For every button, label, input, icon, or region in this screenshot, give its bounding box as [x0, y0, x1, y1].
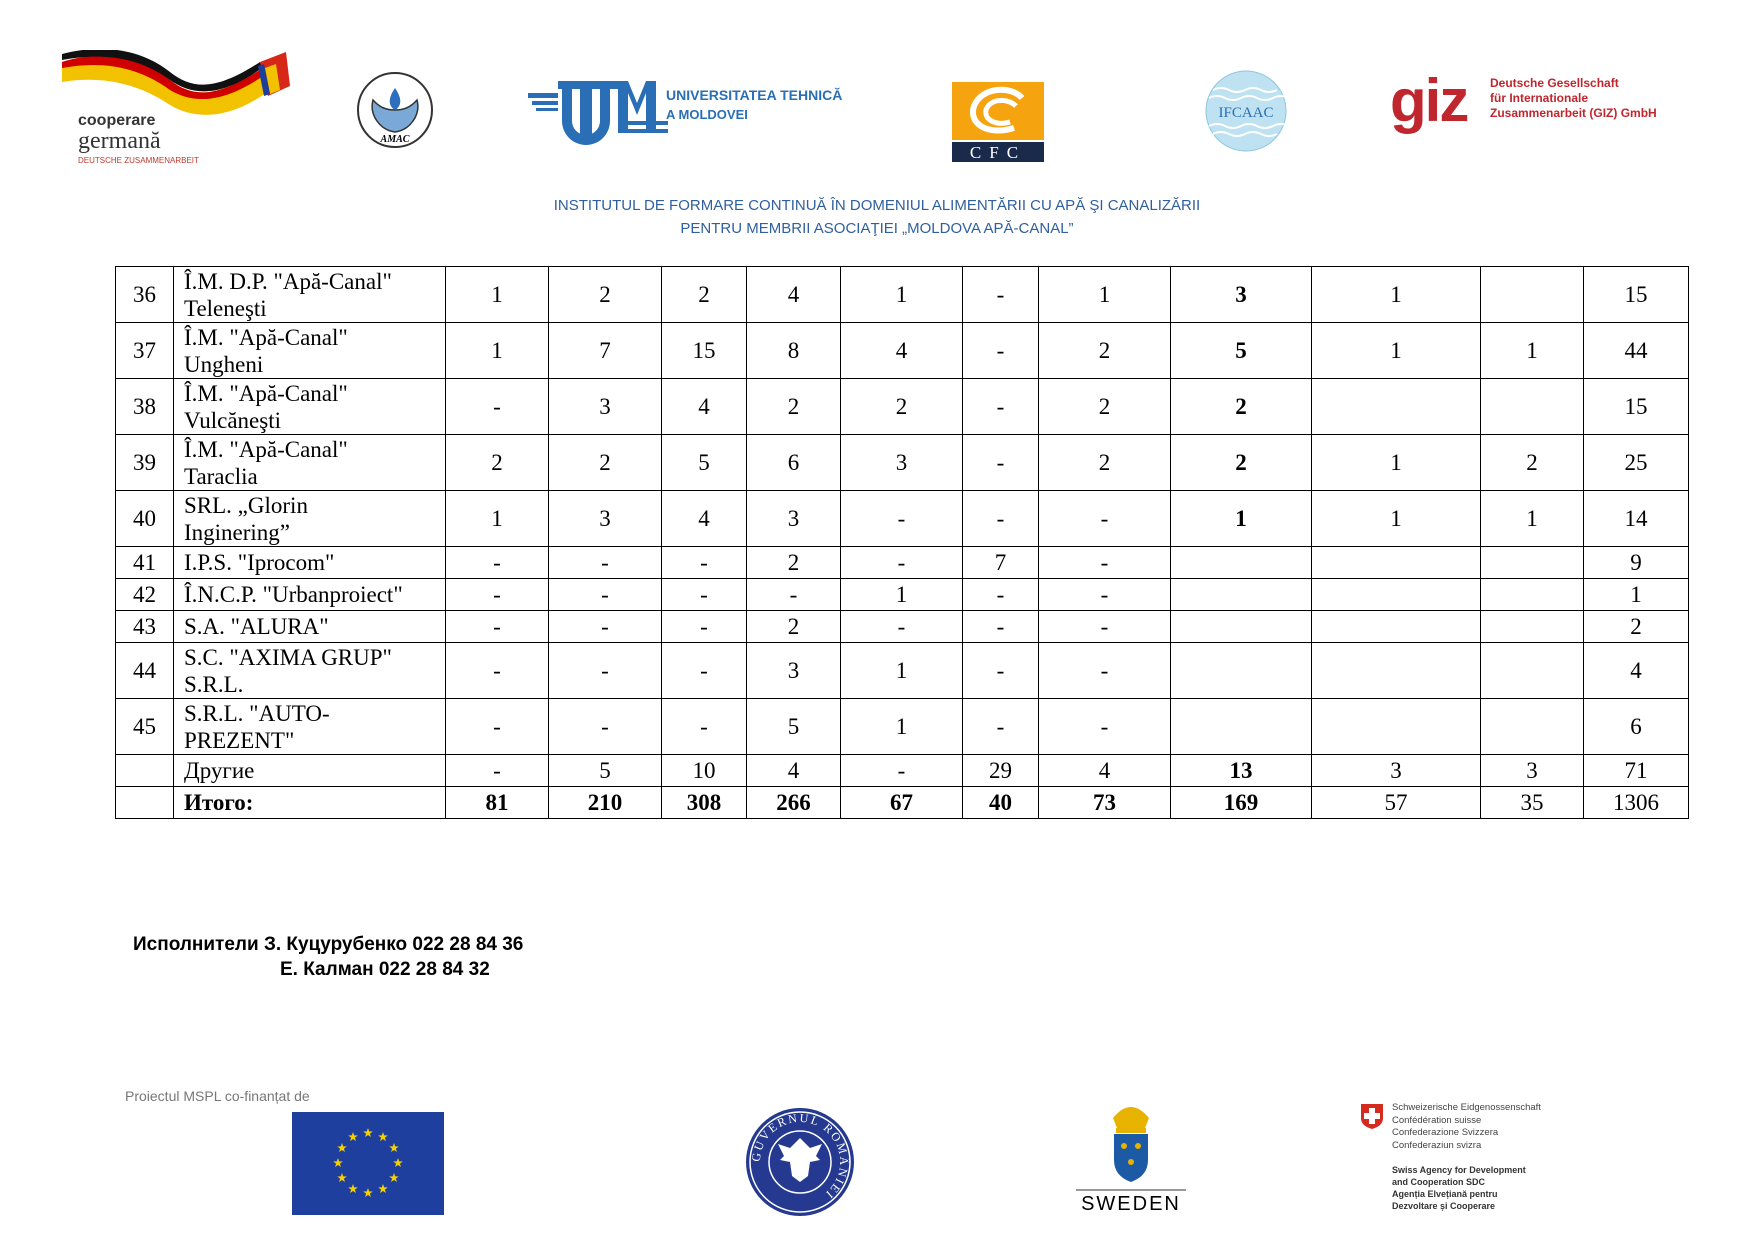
value-cell: - [446, 643, 549, 699]
total-value-cell: 1306 [1584, 787, 1689, 819]
value-cell: - [549, 547, 662, 579]
value-cell: - [963, 323, 1039, 379]
value-cell: - [841, 491, 963, 547]
table-row [116, 547, 1689, 579]
total-label-cell: Итого: [174, 787, 446, 819]
institute-title-line2: PENTRU MEMBRII ASOCIAŢIEI „MOLDOVA APĂ-CANAL” [680, 220, 1074, 237]
value-cell: 1 [1312, 491, 1481, 547]
value-cell: 6 [747, 435, 841, 491]
value-cell: 15 [662, 323, 747, 379]
table-row [116, 379, 1689, 435]
value-cell: - [662, 699, 747, 755]
row-number-cell [116, 755, 174, 787]
value-cell: 2 [549, 435, 662, 491]
organization-name-line1: Î.M. "Apă-Canal" [184, 380, 348, 406]
value-cell: 3 [1312, 755, 1481, 787]
value-cell: 1 [1481, 323, 1584, 379]
organization-name-cell [174, 491, 446, 547]
utm-name-line1: UNIVERSITATEA TEHNICĂ [666, 87, 843, 103]
shield-icon [1114, 1134, 1148, 1182]
value-cell: - [963, 579, 1039, 611]
value-cell [1171, 699, 1312, 755]
deutsche-zusammenarbeit-label: DEUTSCHE ZUSAMMENARBEIT [78, 156, 199, 165]
value-cell: 2 [446, 435, 549, 491]
flag-ribbon-icon [60, 50, 290, 120]
value-cell [1312, 611, 1481, 643]
total-value-cell: 266 [747, 787, 841, 819]
total-value-cell: 35 [1481, 787, 1584, 819]
value-cell: - [446, 699, 549, 755]
swiss-confederation-text: Schweizerische Eidgenossenschaft Confédération suisse Confederazione Svizzera Confederaziun svizra [1392, 1102, 1541, 1151]
value-cell: - [963, 643, 1039, 699]
value-cell: 2 [1171, 379, 1312, 435]
value-cell [1481, 547, 1584, 579]
gov-arc-text: GUVERNUL ROMÂNIEI [748, 1110, 852, 1203]
organization-name-line1: Î.M. "Apă-Canal" [184, 436, 348, 462]
value-cell: 4 [662, 491, 747, 547]
utm-logo [528, 75, 843, 145]
value-cell: - [963, 379, 1039, 435]
table-row [116, 323, 1689, 379]
value-cell: - [662, 611, 747, 643]
value-cell: 2 [1171, 435, 1312, 491]
institute-title [0, 194, 1754, 240]
value-cell [1481, 267, 1584, 323]
value-cell: 3 [747, 643, 841, 699]
value-cell [1171, 547, 1312, 579]
value-cell: 1 [1481, 491, 1584, 547]
amac-label: AMAC [380, 134, 410, 145]
value-cell: 4 [747, 755, 841, 787]
value-cell: - [747, 579, 841, 611]
value-cell: 1 [841, 699, 963, 755]
value-cell: - [549, 699, 662, 755]
institute-title-line1: INSTITUTUL DE FORMARE CONTINUĂ ÎN DOMENIUL ALIMENTĂRII CU APĂ ŞI CANALIZĂRII [553, 197, 1201, 214]
value-cell: - [963, 491, 1039, 547]
organization-name-line1: S.A. "ALURA" [184, 614, 329, 639]
value-cell: 2 [1039, 323, 1171, 379]
value-cell: 9 [1584, 547, 1689, 579]
value-cell: 2 [1584, 611, 1689, 643]
table-row [116, 435, 1689, 491]
organization-name-line1: S.C. "AXIMA GRUP" [184, 644, 392, 670]
value-cell: - [662, 547, 747, 579]
value-cell: 1 [841, 267, 963, 323]
value-cell: 1 [446, 267, 549, 323]
organization-name-cell [174, 435, 446, 491]
value-cell: - [549, 643, 662, 699]
total-value-cell: 40 [963, 787, 1039, 819]
value-cell: 15 [1584, 379, 1689, 435]
value-cell: - [963, 611, 1039, 643]
row-number-cell: 42 [116, 579, 174, 611]
value-cell: 7 [963, 547, 1039, 579]
total-row [116, 787, 1689, 819]
organization-name-cell [174, 643, 446, 699]
table-row [116, 611, 1689, 643]
value-cell [1312, 547, 1481, 579]
value-cell: 5 [747, 699, 841, 755]
value-cell: - [1039, 699, 1171, 755]
value-cell: 3 [747, 491, 841, 547]
total-value-cell: 73 [1039, 787, 1171, 819]
value-cell: - [963, 435, 1039, 491]
value-cell: 5 [1171, 323, 1312, 379]
giz-logo [1390, 67, 1680, 142]
value-cell: - [963, 699, 1039, 755]
value-cell: 3 [841, 435, 963, 491]
value-cell: 2 [662, 267, 747, 323]
organization-name-line2: S.R.L. [184, 671, 244, 697]
value-cell: 2 [549, 267, 662, 323]
organization-name-line2: Ungheni [184, 351, 264, 377]
value-cell: 2 [841, 379, 963, 435]
value-cell: 1 [841, 643, 963, 699]
value-cell: 4 [662, 379, 747, 435]
statistics-table [115, 266, 1689, 819]
value-cell: 15 [1584, 267, 1689, 323]
value-cell: 1 [1039, 267, 1171, 323]
guvernul-romaniei-logo [744, 1106, 856, 1218]
value-cell [1171, 611, 1312, 643]
row-number-cell: 41 [116, 547, 174, 579]
cooperare-germana-logo [60, 50, 290, 170]
value-cell: - [1039, 579, 1171, 611]
organization-name-line2: Vulcăneşti [184, 407, 281, 433]
value-cell: 5 [662, 435, 747, 491]
value-cell: - [446, 611, 549, 643]
value-cell: - [446, 579, 549, 611]
row-number-cell: 43 [116, 611, 174, 643]
table-row [116, 755, 1689, 787]
utm-emblem-icon [528, 75, 668, 145]
total-value-cell: 57 [1312, 787, 1481, 819]
table-row [116, 699, 1689, 755]
value-cell: 8 [747, 323, 841, 379]
value-cell: 3 [549, 491, 662, 547]
organization-name-line2: Teleneşti [184, 295, 267, 321]
sweden-label: SWEDEN [1081, 1193, 1181, 1215]
giz-wordmark: giz [1390, 67, 1468, 134]
organization-name-line1: Î.N.C.P. "Urbanproiect" [184, 582, 403, 607]
value-cell [1481, 611, 1584, 643]
value-cell: - [549, 579, 662, 611]
total-value-cell: 169 [1171, 787, 1312, 819]
value-cell: - [446, 755, 549, 787]
value-cell: 10 [662, 755, 747, 787]
value-cell: 2 [1039, 435, 1171, 491]
value-cell: 5 [549, 755, 662, 787]
organization-name-cell [174, 379, 446, 435]
organization-name-line1: SRL. „Glorin [184, 492, 308, 518]
value-cell: - [662, 579, 747, 611]
value-cell: - [549, 611, 662, 643]
value-cell: - [963, 267, 1039, 323]
value-cell: 2 [747, 379, 841, 435]
ifcaac-logo [1205, 70, 1287, 152]
value-cell: 1 [446, 323, 549, 379]
row-number-cell: 40 [116, 491, 174, 547]
sweden-logo [1068, 1098, 1194, 1218]
executors-block [133, 932, 523, 982]
value-cell [1481, 643, 1584, 699]
total-value-cell: 308 [662, 787, 747, 819]
value-cell: - [841, 611, 963, 643]
value-cell: 7 [549, 323, 662, 379]
value-cell: 44 [1584, 323, 1689, 379]
organization-name-line2: PREZENT" [184, 727, 295, 753]
table-row [116, 643, 1689, 699]
value-cell: - [1039, 547, 1171, 579]
row-number-cell: 36 [116, 267, 174, 323]
value-cell: 2 [747, 611, 841, 643]
value-cell: 1 [1584, 579, 1689, 611]
table-row [116, 579, 1689, 611]
crown-icon [1113, 1107, 1149, 1128]
table-row [116, 491, 1689, 547]
value-cell: - [1039, 491, 1171, 547]
value-cell: 4 [1039, 755, 1171, 787]
value-cell [1481, 379, 1584, 435]
total-value-cell: 67 [841, 787, 963, 819]
value-cell: - [662, 643, 747, 699]
value-cell: 25 [1584, 435, 1689, 491]
value-cell: - [841, 755, 963, 787]
cfc-logo [952, 82, 1044, 162]
value-cell: 2 [1481, 435, 1584, 491]
ifcaac-label: IFCAAC [1218, 105, 1274, 121]
organization-name-cell [174, 547, 446, 579]
value-cell [1481, 699, 1584, 755]
value-cell: 1 [446, 491, 549, 547]
value-cell: 6 [1584, 699, 1689, 755]
value-cell: 1 [1312, 323, 1481, 379]
organization-name-line1: Î.M. "Apă-Canal" [184, 324, 348, 350]
value-cell: - [1039, 643, 1171, 699]
executor-line-1: Исполнители З. Куцурубенко 022 28 84 36 [133, 934, 524, 955]
organization-name-line1: Другие [184, 758, 255, 783]
value-cell: 1 [1312, 267, 1481, 323]
value-cell: 2 [1039, 379, 1171, 435]
organization-name-cell [174, 755, 446, 787]
row-number-cell: 37 [116, 323, 174, 379]
value-cell [1312, 699, 1481, 755]
value-cell: 2 [747, 547, 841, 579]
organization-name-cell [174, 699, 446, 755]
value-cell [1312, 643, 1481, 699]
value-cell: - [841, 547, 963, 579]
value-cell: 3 [1171, 267, 1312, 323]
value-cell: 4 [747, 267, 841, 323]
value-cell: - [446, 547, 549, 579]
organization-name-cell [174, 267, 446, 323]
row-number-cell: 44 [116, 643, 174, 699]
value-cell: 3 [1481, 755, 1584, 787]
executor-line-2: Е. Калман 022 28 84 32 [280, 959, 490, 980]
value-cell [1171, 643, 1312, 699]
row-number-cell: 38 [116, 379, 174, 435]
row-number-cell: 39 [116, 435, 174, 491]
value-cell [1481, 579, 1584, 611]
organization-name-line1: S.R.L. "AUTO- [184, 700, 330, 726]
organization-name-line1: I.P.S. "Iprocom" [184, 550, 335, 575]
cfc-label: CFC [969, 143, 1027, 162]
organization-name-line2: Taraclia [184, 463, 258, 489]
eu-flag-logo [292, 1112, 444, 1215]
value-cell: - [446, 379, 549, 435]
row-number-cell: 45 [116, 699, 174, 755]
total-value-cell: 81 [446, 787, 549, 819]
value-cell: 3 [549, 379, 662, 435]
value-cell: - [1039, 611, 1171, 643]
row-number-cell [116, 787, 174, 819]
value-cell: 1 [1312, 435, 1481, 491]
organization-name-line1: Î.M. D.P. "Apă-Canal" [184, 268, 392, 294]
germana-label: germană [78, 128, 161, 154]
swiss-sdc-logo [1358, 1102, 1558, 1222]
organization-name-cell [174, 579, 446, 611]
swiss-cross-icon [1358, 1102, 1386, 1130]
organization-name-line2: Inginering” [184, 519, 291, 545]
value-cell: 1 [1171, 491, 1312, 547]
giz-full-name: Deutsche Gesellschaft für Internationale Zusammenarbeit (GIZ) GmbH [1490, 76, 1657, 120]
value-cell: 13 [1171, 755, 1312, 787]
value-cell: 4 [841, 323, 963, 379]
value-cell [1171, 579, 1312, 611]
organization-name-cell [174, 611, 446, 643]
utm-name-line2: A MOLDOVEI [666, 107, 748, 122]
table-row [116, 267, 1689, 323]
cofinanced-caption: Proiectul MSPL co-finanțat de [125, 1088, 310, 1104]
cooperare-label: cooperare [78, 112, 156, 129]
value-cell: 1 [841, 579, 963, 611]
amac-logo [355, 70, 435, 150]
sdc-agency-text: Swiss Agency for Development and Cooperation SDC Agenția Elvețiană pentru Dezvoltare și Cooperare [1392, 1165, 1526, 1211]
value-cell [1312, 379, 1481, 435]
organization-name-cell [174, 323, 446, 379]
value-cell: 4 [1584, 643, 1689, 699]
value-cell: 71 [1584, 755, 1689, 787]
value-cell [1312, 579, 1481, 611]
value-cell: 29 [963, 755, 1039, 787]
value-cell: 14 [1584, 491, 1689, 547]
total-value-cell: 210 [549, 787, 662, 819]
